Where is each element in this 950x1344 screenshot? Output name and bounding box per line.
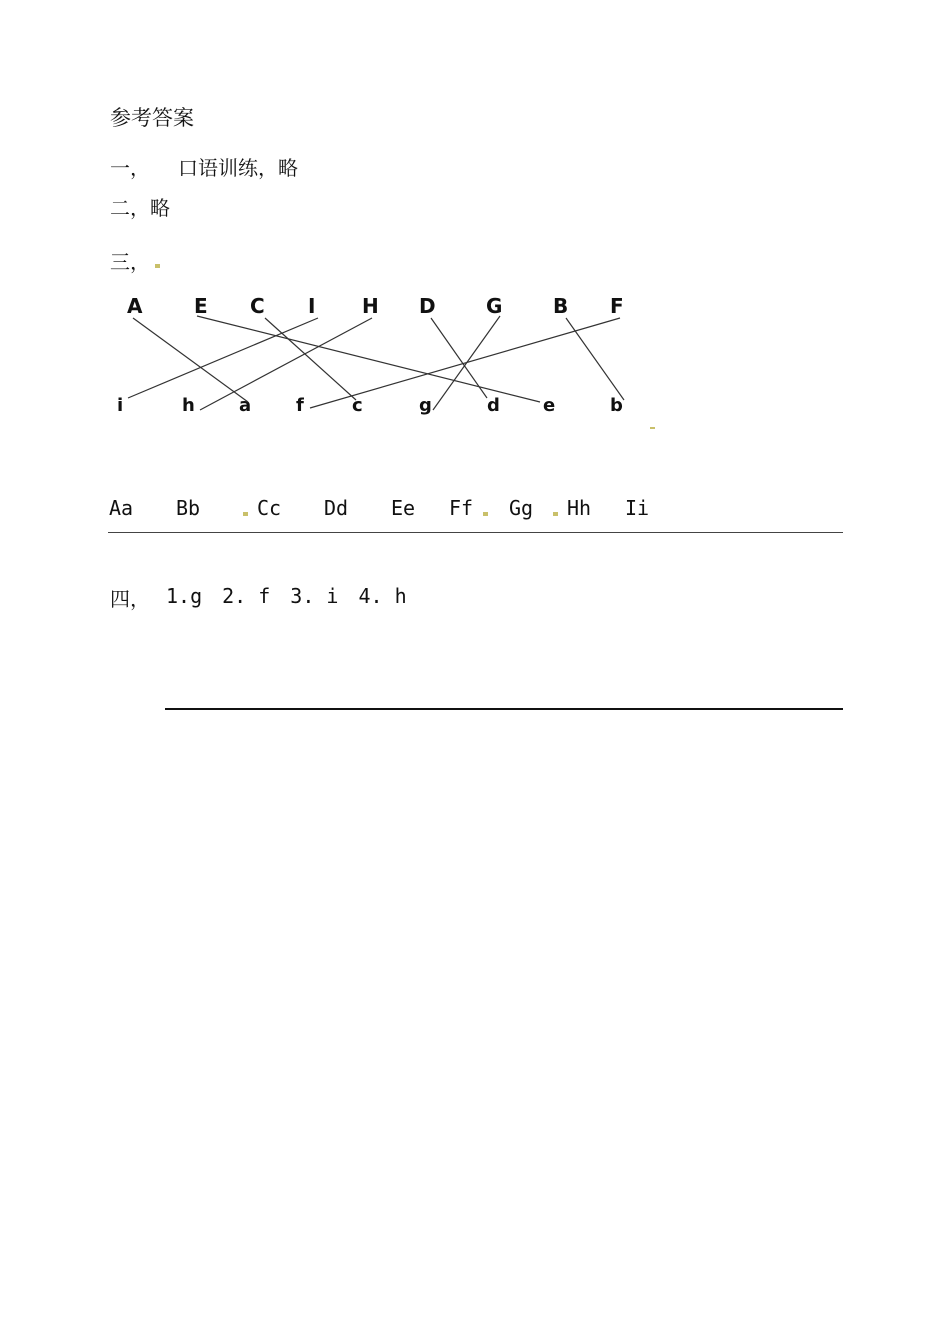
- answer-item: 2. f: [222, 584, 271, 608]
- upper-letter: A: [127, 294, 143, 318]
- highlight-mark: [243, 512, 248, 516]
- match-line-A-a: [133, 318, 248, 402]
- upper-letter: C: [250, 294, 265, 318]
- lower-letter: g: [419, 395, 432, 416]
- lower-letter: i: [117, 395, 124, 416]
- upper-letter: H: [362, 294, 379, 318]
- upper-letter: D: [419, 294, 436, 318]
- match-line-B-b: [566, 318, 624, 400]
- lower-letter: e: [543, 395, 556, 416]
- match-line-F-f: [310, 318, 620, 408]
- section-1-number: 一，: [110, 156, 150, 180]
- letter-pair: Bb: [176, 496, 201, 520]
- match-line-E-e: [197, 316, 540, 402]
- letter-pair: Ii: [625, 496, 650, 520]
- lower-letter: b: [610, 395, 623, 416]
- lower-letter: c: [352, 395, 363, 416]
- upper-letter: E: [194, 294, 208, 318]
- section-1-text: 口语训练，略: [178, 156, 298, 180]
- highlight-mark: [553, 512, 558, 516]
- lower-letter: f: [296, 395, 304, 416]
- letter-pair: Ee: [391, 496, 416, 520]
- section-4-answers: [166, 584, 407, 608]
- answer-item: 4. h: [358, 584, 407, 608]
- upper-letter: B: [553, 294, 569, 318]
- highlight-mark: [650, 427, 655, 429]
- divider-line: [108, 532, 843, 533]
- letter-pair: Cc: [257, 496, 282, 520]
- answer-item: 3. i: [290, 584, 339, 608]
- letter-pair: Gg: [509, 496, 534, 520]
- section-3-number: 三，: [110, 250, 150, 274]
- upper-letter: I: [308, 294, 316, 318]
- footer-rule: [165, 708, 843, 710]
- letter-pair: Aa: [109, 496, 134, 520]
- letter-pair: Hh: [567, 496, 592, 520]
- letter-pair: Ff: [449, 496, 474, 520]
- lower-letter: a: [239, 395, 252, 416]
- match-line-C-c: [265, 318, 356, 400]
- upper-letter: F: [610, 294, 624, 318]
- section-2-text: 二，略: [110, 196, 170, 220]
- page-title: 参考答案: [110, 106, 194, 130]
- lower-letter: h: [182, 395, 195, 416]
- answer-item: 1.g: [166, 584, 203, 608]
- highlight-mark: [483, 512, 488, 516]
- match-line-I-i: [128, 318, 318, 398]
- section-4-number: 四，: [110, 587, 150, 611]
- match-line-D-d: [431, 318, 487, 398]
- upper-letter: G: [486, 294, 503, 318]
- letter-pair: Dd: [324, 496, 349, 520]
- lower-letter: d: [487, 395, 500, 416]
